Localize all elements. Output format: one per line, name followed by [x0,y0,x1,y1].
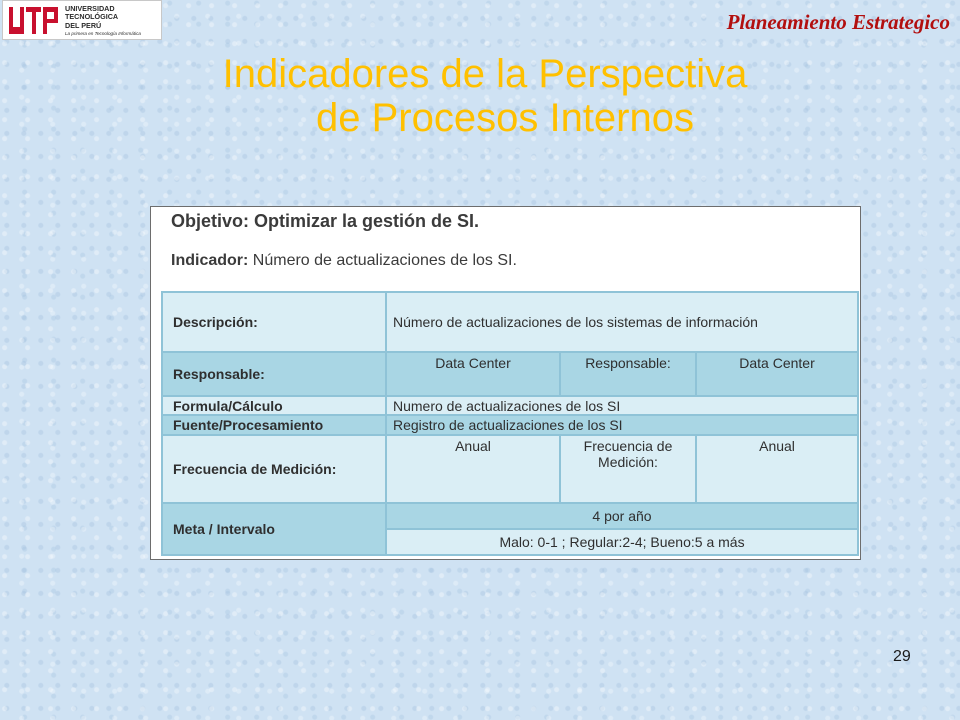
frecuencia-label: Frecuencia de Medición: [162,435,386,503]
meta-range: Malo: 0-1 ; Regular:2-4; Bueno:5 a más [386,529,858,555]
slide-title-line-2: de Procesos Internos [316,96,694,140]
responsable-label: Responsable: [162,352,386,396]
table-row-formula [162,396,858,415]
slide-title-line-1: Indicadores de la Perspectiva [222,52,748,96]
responsable-value: Data Center [386,352,560,396]
university-logo [2,0,162,40]
table-row-meta [162,503,858,529]
brand-title: Planeamiento Estrategico [726,10,950,34]
descripcion-value: Número de actualizaciones de los sistemas de información [386,292,858,352]
formula-label: Formula/Cálculo [162,396,386,415]
page-number: 29 [893,648,911,665]
university-tagline: La primera en Tecnología Informática [65,31,141,36]
university-name [65,5,161,30]
fuente-value: Registro de actualizaciones de los SI [386,415,858,435]
frecuencia-sublabel: Frecuencia de Medición: [560,435,696,503]
formula-value: Numero de actualizaciones de los SI [386,396,858,415]
frecuencia-value-2: Anual [696,435,858,503]
table-row-responsable [162,352,858,396]
university-name-line: TECNOLÓGICA [65,12,119,22]
descripcion-label: Descripción: [162,292,386,352]
frecuencia-value: Anual [386,435,560,503]
indicator-line [171,252,517,270]
university-name-line: DEL PERÚ [65,20,102,30]
utp-logo-mark [6,4,60,37]
table-row-fuente [162,415,858,435]
indicator-value: Número de actualizaciones de los SI. [252,252,517,269]
table-row-frecuencia [162,435,858,503]
meta-target: 4 por año [386,503,858,529]
responsable-sublabel: Responsable: [560,352,696,396]
objective-heading: Objetivo: Optimizar la gestión de SI. [171,211,480,231]
indicator-table [161,291,859,556]
slide-title [160,52,810,140]
meta-label: Meta / Intervalo [162,503,386,555]
indicator-label: Indicador: [171,252,249,269]
university-name-line: UNIVERSIDAD [65,4,115,13]
indicator-card [150,206,861,560]
fuente-label: Fuente/Procesamiento [162,415,386,435]
responsable-value-2: Data Center [696,352,858,396]
table-row-descripcion [162,292,858,352]
